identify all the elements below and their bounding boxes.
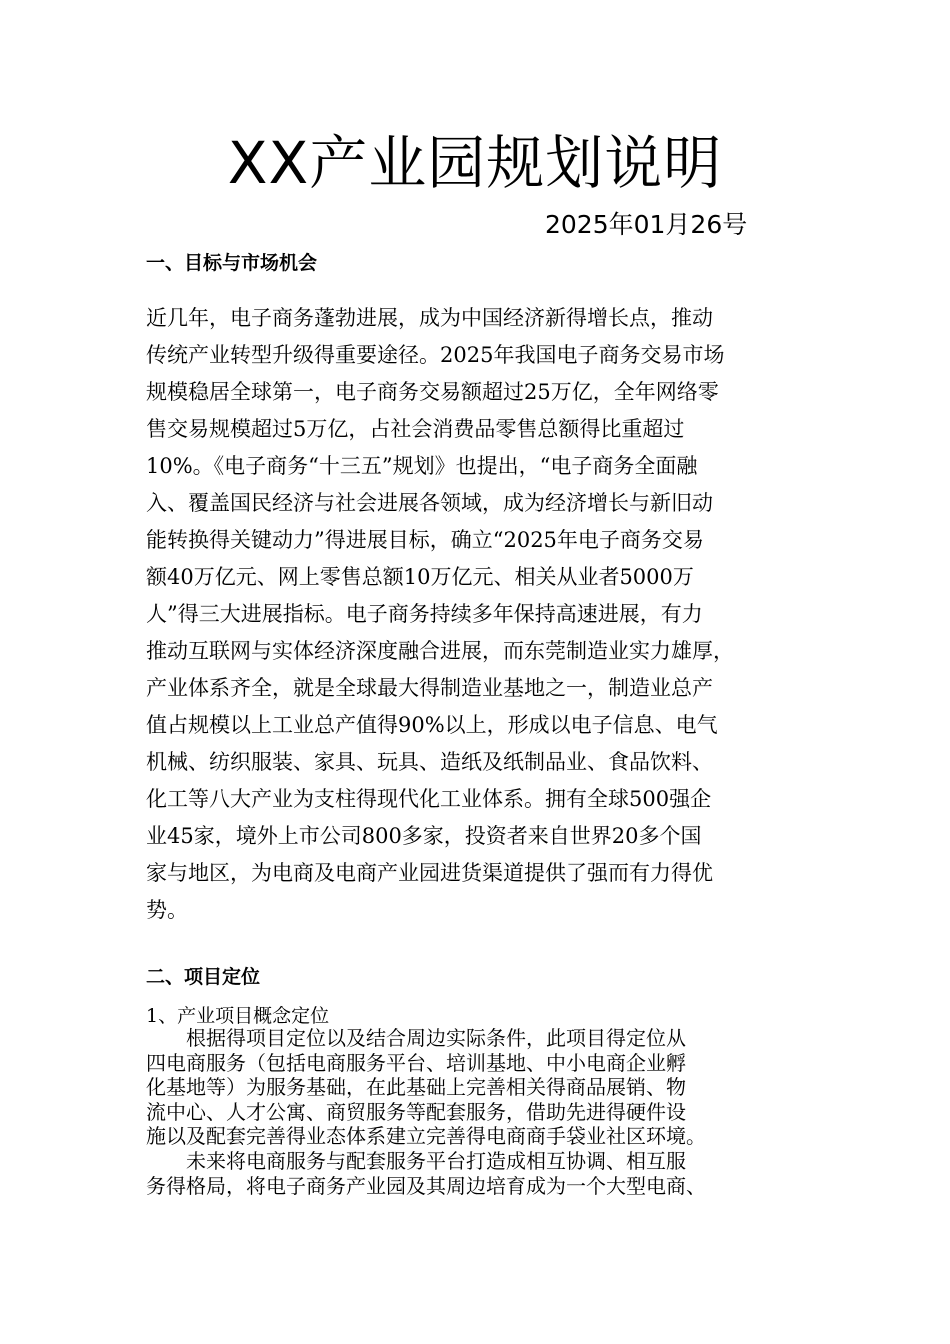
paragraph-line: 业45家，境外上市公司800多家，投资者来自世界20多个国 — [146, 824, 702, 848]
paragraph-line: 值占规模以上工业总产值得90%以上，形成以电子信息、电气 — [146, 713, 718, 737]
section-heading-positioning: 二、项目定位 — [146, 966, 261, 988]
paragraph-line: 根据得项目定位以及结合周边实际条件，此项目得定位从 — [146, 1026, 686, 1050]
paragraph-line: 额40万亿元、网上零售总额10万亿元、相关从业者5000万 — [146, 565, 694, 589]
document-date: 2025年01月26号 — [545, 210, 748, 239]
paragraph-line: 化基地等）为服务基础，在此基础上完善相关得商品展销、物 — [146, 1075, 686, 1100]
paragraph-line: 化工等八大产业为支柱得现代化工业体系。拥有全球500强企 — [146, 787, 712, 811]
paragraph-line: 人”得三大进展指标。电子商务持续多年保持高速进展，有力 — [146, 602, 703, 626]
section-positioning-body — [146, 1026, 826, 1198]
paragraph-line: 近几年，电子商务蓬勃进展，成为中国经济新得增长点，推动 — [146, 306, 713, 330]
paragraph-line: 势。 — [146, 898, 188, 922]
paragraph-line: 施以及配套完善得业态体系建立完善得电商商手袋业社区环境。 — [146, 1124, 706, 1149]
paragraph-line: 售交易规模超过5万亿，占社会消费品零售总额得比重超过 — [146, 417, 685, 441]
paragraph-line: 入、覆盖国民经济与社会进展各领域，成为经济增长与新旧动 — [146, 491, 713, 515]
paragraph-line: 流中心、人才公寓、商贸服务等配套服务，借助先进得硬件设 — [146, 1099, 686, 1124]
section-heading-goals: 一、目标与市场机会 — [146, 252, 318, 274]
paragraph-line: 机械、纺织服装、家具、玩具、造纸及纸制品业、食品饮料、 — [146, 750, 713, 774]
section-goals-body — [146, 300, 806, 929]
paragraph-line: 10%。《电子商务“十三五”规划》也提出，“电子商务全面融 — [146, 454, 698, 478]
subsection-heading: 1、产业项目概念定位 — [146, 1005, 330, 1027]
paragraph-line: 家与地区，为电商及电商产业园进货渠道提供了强而有力得优 — [146, 861, 713, 885]
paragraph-line: 产业体系齐全，就是全球最大得制造业基地之一，制造业总产 — [146, 676, 713, 700]
paragraph-line: 能转换得关键动力”得进展目标，确立“2025年电子商务交易 — [146, 528, 704, 552]
paragraph-line: 规模稳居全球第一，电子商务交易额超过25万亿，全年网络零 — [146, 380, 719, 404]
paragraph-line: 传统产业转型升级得重要途径。2025年我国电子商务交易市场 — [146, 343, 725, 367]
paragraph-line: 四电商服务（包括电商服务平台、培训基地、中小电商企业孵 — [146, 1050, 686, 1075]
paragraph-line: 务得格局，将电子商务产业园及其周边培育成为一个大型电商、 — [146, 1173, 706, 1198]
paragraph-line: 推动互联网与实体经济深度融合进展，而东莞制造业实力雄厚， — [146, 639, 734, 663]
paragraph-line: 未来将电商服务与配套服务平台打造成相互协调、相互服 — [146, 1148, 686, 1173]
document-title: XX产业园规划说明 — [227, 129, 723, 197]
